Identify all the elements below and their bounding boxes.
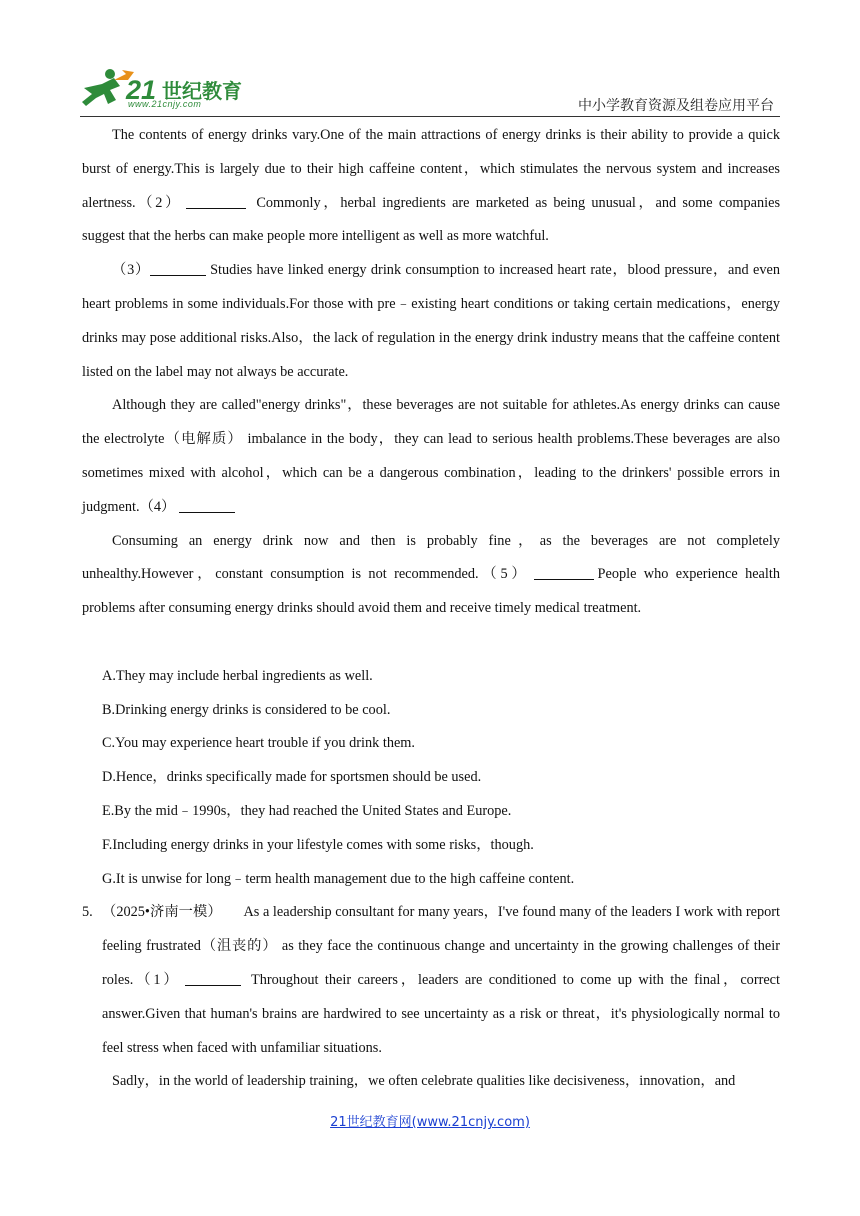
paragraph-2-number: （3）: [112, 262, 151, 279]
option-e: E.By the mid﹣1990s，they had reached the United States and Europe.: [102, 802, 512, 819]
question-5-text-b: Throughout their careers，leaders are conditioned to come up with the final，correct answer.Given that human's brains are hardwired to see uncertainty as a risk or threat，it's physiologically normal to feel stress when faced with unfamiliar situations.: [102, 971, 781, 1056]
option-g: G.It is unwise for long﹣term health management due to the high caffeine content.: [102, 870, 575, 887]
paragraph-1-text-b: Commonly，herbal ingredients are marketed as being unusual，and some companies suggest that the herbs can make people more intelligent as well as more watchful.: [82, 194, 781, 245]
paragraph-4-text-b: People who experience health problems after consuming energy drinks should avoid them and receive timely medical treatment.: [82, 566, 780, 617]
paragraph-1: [82, 119, 780, 254]
footer-link[interactable]: 21世纪教育网(www.21cnjy.com): [330, 1115, 530, 1130]
blank-q5-1: [185, 971, 241, 986]
header-divider: [80, 116, 780, 117]
paragraph-2: [82, 254, 780, 389]
blank-3: [150, 261, 206, 276]
blank-4: [179, 498, 235, 513]
paragraph-3-text: Although they are called"energy drinks"，these beverages are not suitable for athletes.As energy drinks can cause the electrolyte（电解质） imbalance in the body，they can lead to serious health problems.These beverages are also sometimes mixed with alcohol，which can be a dangerous combination，leading to the drinkers' possible errors in judgment.（4）: [82, 397, 780, 515]
paragraph-3: [82, 389, 780, 524]
document-body: [82, 119, 780, 1099]
footer: [0, 1111, 860, 1130]
paragraph-2-text: Studies have linked energy drink consumption to increased heart rate，blood pressure，and even heart problems in some individuals.For those with pre﹣existing heart conditions or taking certain medications，energy drinks may pose additional risks.Also，the lack of regulation in the energy drink industry means that the caffeine content listed on the label may not always be accurate.: [82, 262, 780, 380]
platform-title: 中小学教育资源及组卷应用平台: [578, 98, 774, 114]
blank-5: [534, 565, 594, 580]
svg-text:21: 21: [126, 75, 157, 105]
option-a: A.They may include herbal ingredients as well.: [102, 667, 373, 684]
question-5-text-a: As a leadership consultant for many years，I've found many of the leaders I work with report feeling frustrated（沮丧的） as they face the continuous change and uncertainty in the growing challenges of their roles.（1）: [102, 904, 781, 988]
question-5: [82, 896, 780, 1065]
option-b: B.Drinking energy drinks is considered to be cool.: [102, 701, 391, 718]
paragraph-1-text-a: The contents of energy drinks vary.One of the main attractions of energy drinks is their ability to provide a quick burst of energy.This is largely due to their high caffeine content，which stimulates the nervous system and increases alertness.（2）: [82, 127, 780, 211]
question-source: （2025•济南一模）: [102, 904, 222, 921]
svg-text:世纪教育: 世纪教育: [162, 79, 242, 103]
paragraph-4-text-a: Consuming an energy drink now and then is probably fine，as the beverages are not completely unhealthy.However，constant consumption is not recommended.（5）: [82, 532, 780, 583]
question-number: 5.: [82, 904, 93, 921]
spacer: [82, 626, 780, 660]
paragraph-4: [82, 525, 780, 626]
blank-2: [186, 194, 246, 209]
option-d: D.Hence，drinks specifically made for sportsmen should be used.: [102, 769, 482, 786]
option-c: C.You may experience heart trouble if you drink them.: [102, 735, 416, 752]
option-f: F.Including energy drinks in your lifestyle comes with some risks，though.: [102, 836, 534, 853]
logo-url: www.21cnjy.com: [128, 99, 202, 109]
question-5-continued: Sadly，in the world of leadership training，we often celebrate qualities like decisiveness，innovation，and: [112, 1073, 736, 1090]
